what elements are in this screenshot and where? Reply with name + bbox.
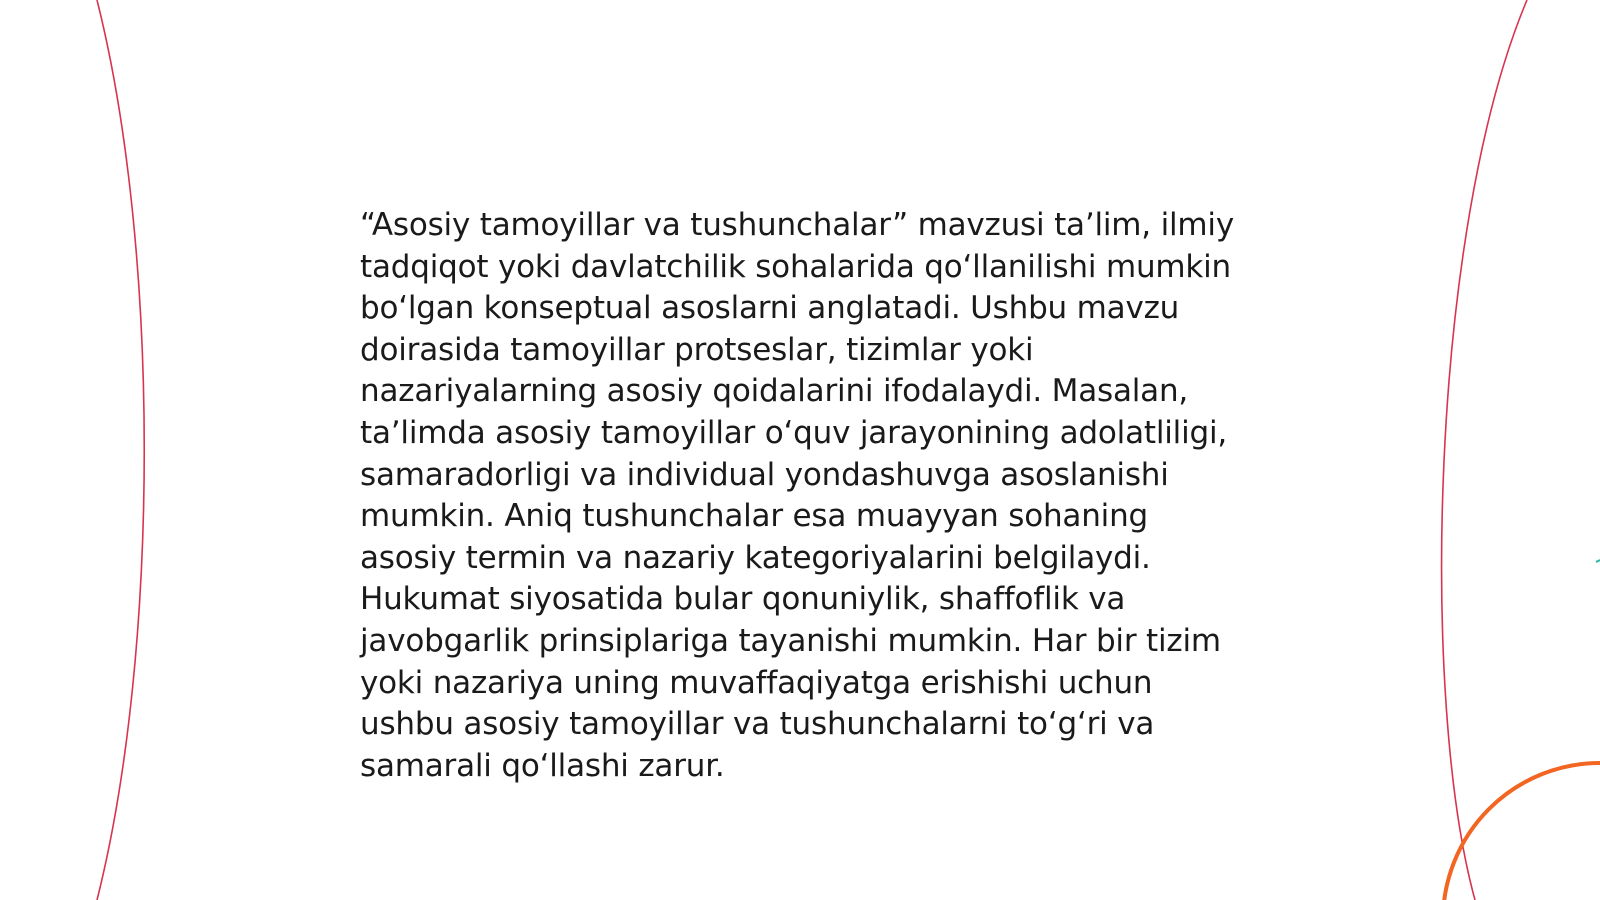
teal-accent-decoration <box>1596 560 1600 562</box>
right-curve-decoration <box>1442 0 1527 900</box>
left-curve-decoration <box>97 0 144 900</box>
orange-arc-decoration <box>1443 763 1600 900</box>
slide-body-text: “Asosiy tamoyillar va tushunchalar” mavzusi ta’lim, ilmiy tadqiqot yoki davlatchilik sohalarida qo‘llanilishi mumkin bo‘lgan konseptual asoslarni anglatadi. Ushbu mavzu doirasida tamoyillar protseslar, tizimlar yoki nazariyalarning asosiy qoidalarini ifodalaydi. Masalan, ta’limda asosiy tamoyillar o‘quv jarayonining adolatliligi, samaradorligi va individual yondashuvga asoslanishi mumkin. Aniq tushunchalar esa muayyan sohaning asosiy termin va nazariy kategoriyalarini belgilaydi. Hukumat siyosatida bular qonuniylik, shaffoflik va javobgarlik prinsiplariga tayanishi mumkin. Har bir tizim yoki nazariya uning muvaffaqiyatga erishishi uchun ushbu asosiy tamoyillar va tushunchalarni to‘g‘ri va samarali qo‘llashi zarur. <box>360 207 1234 784</box>
